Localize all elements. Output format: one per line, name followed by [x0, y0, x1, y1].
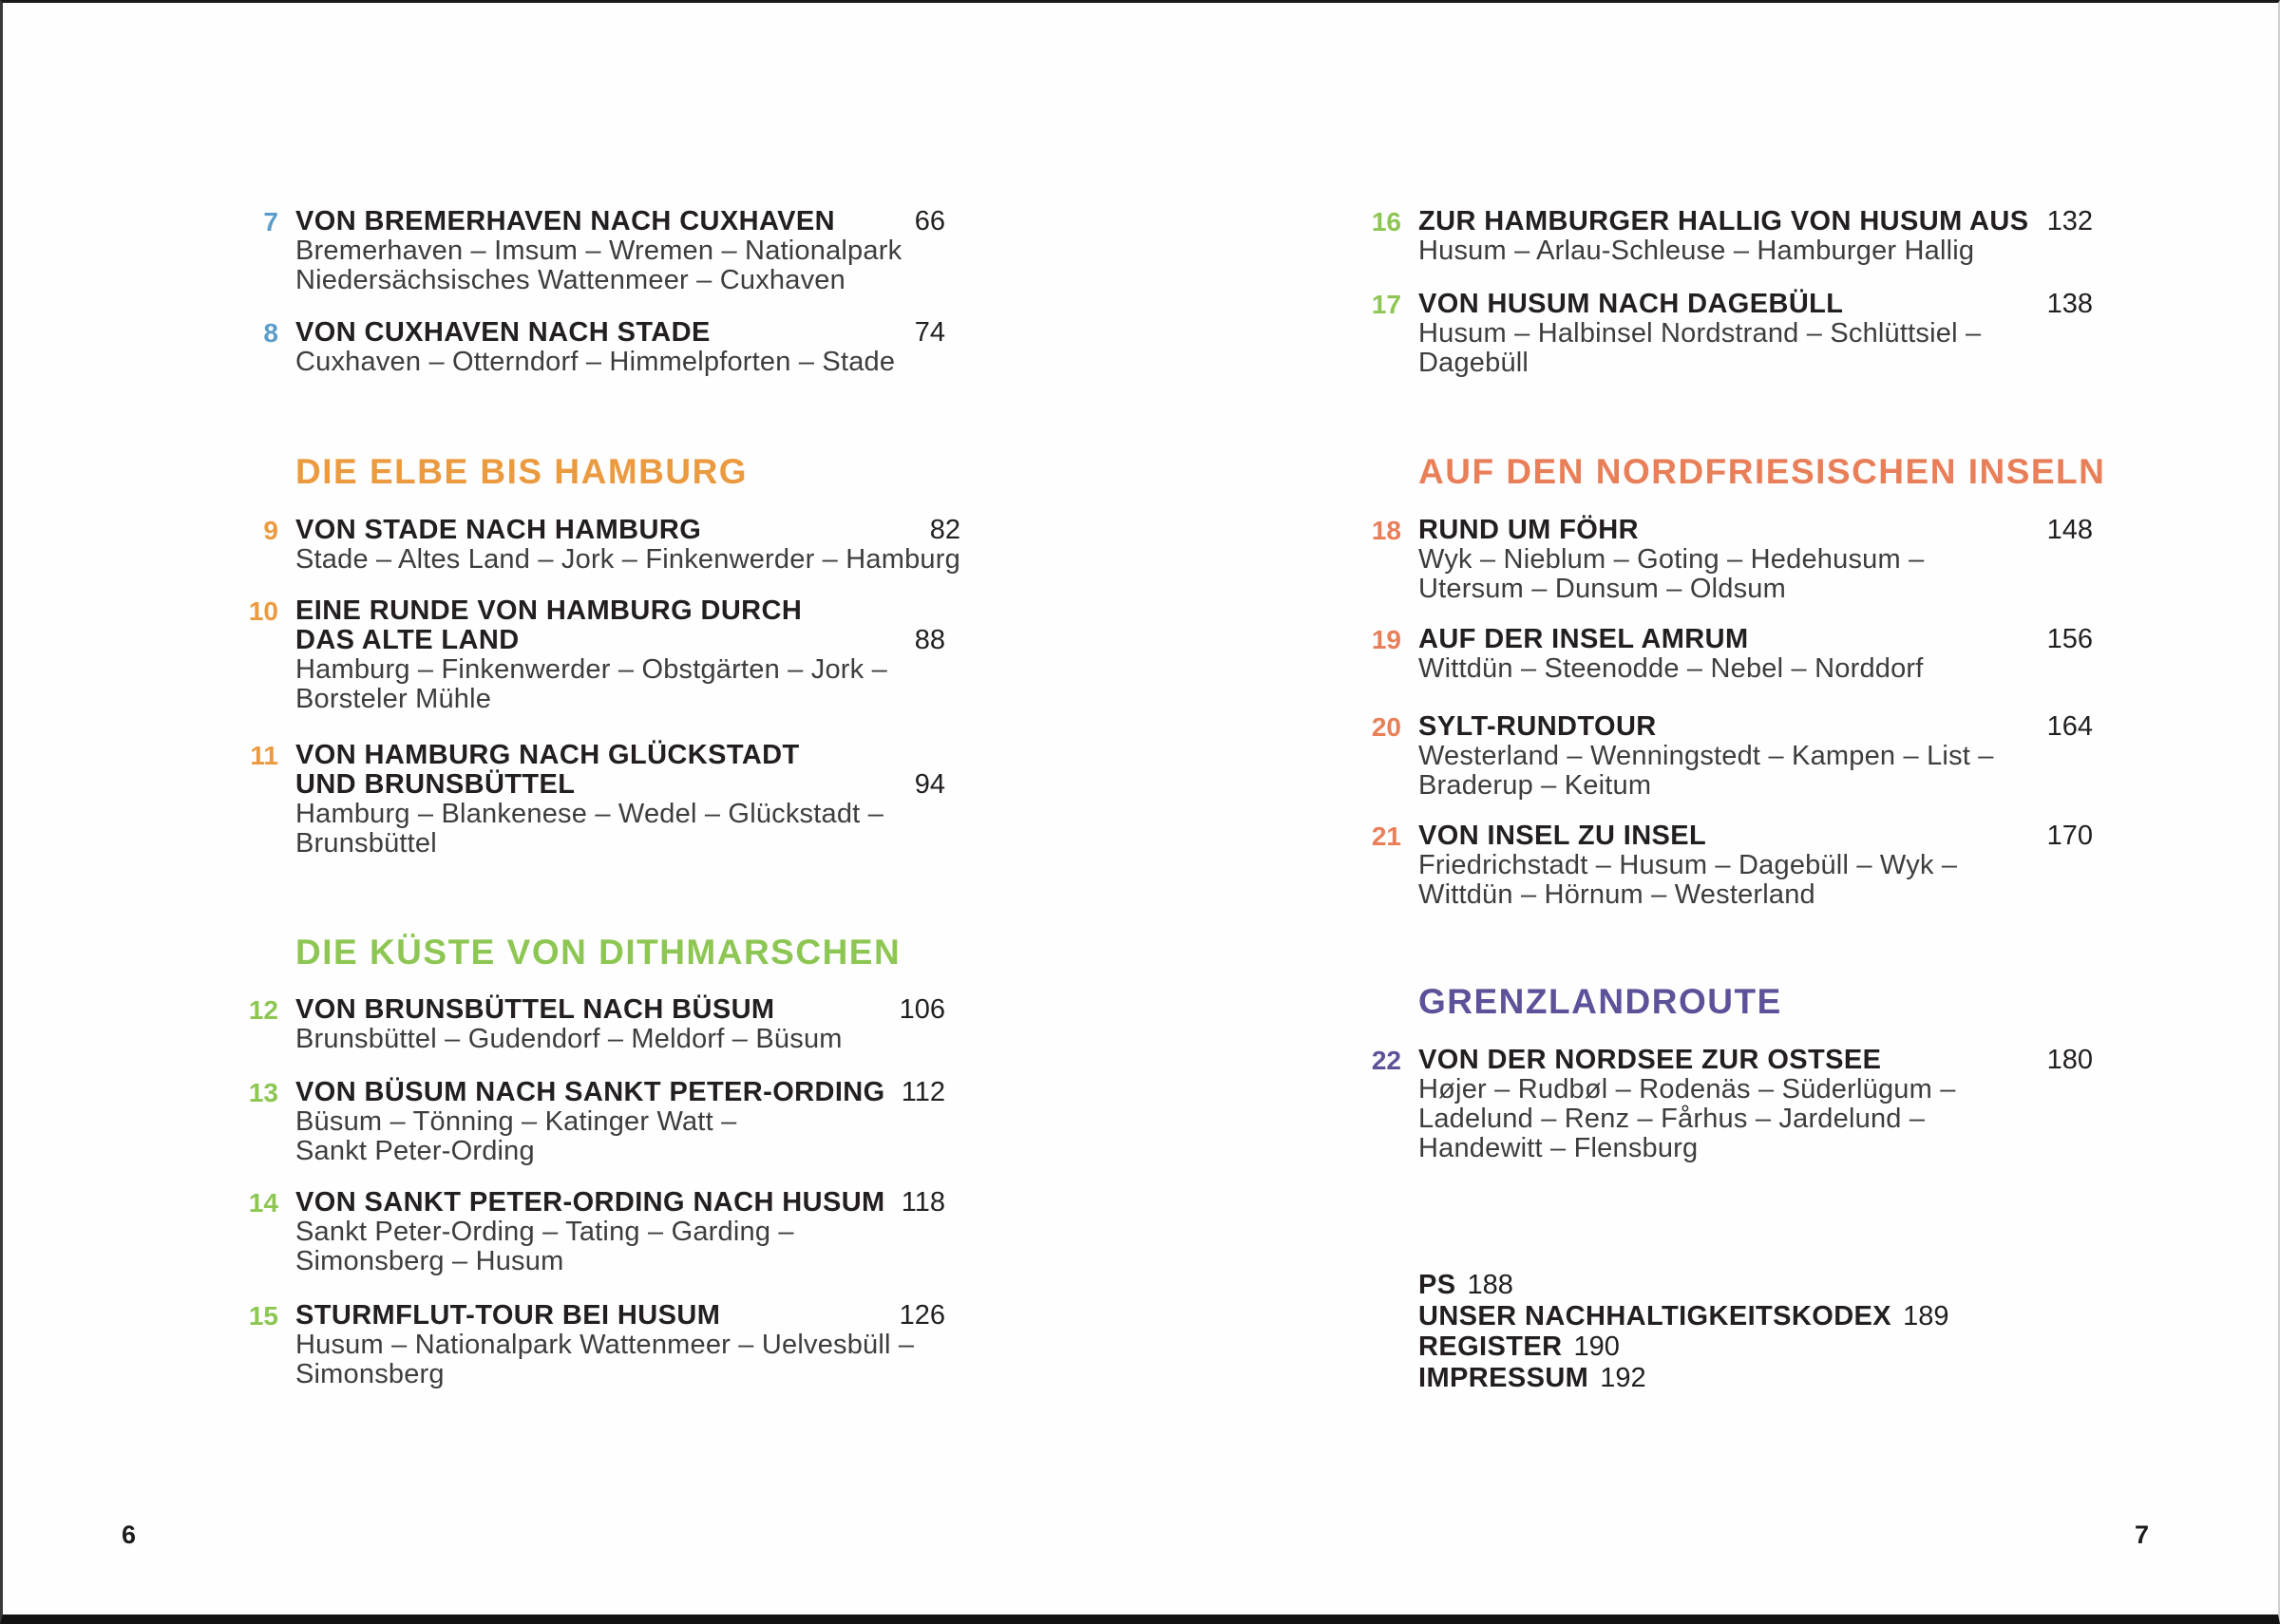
- back-matter-page: 188: [1467, 1270, 1513, 1300]
- back-matter-item: [1418, 1270, 1948, 1301]
- toc-entry: [1354, 290, 2093, 378]
- entry-title: VON DER NORDSEE ZUR OSTSEE: [1418, 1045, 1882, 1075]
- entry-title: VON SANKT PETER-ORDING NACH HUSUM: [295, 1187, 885, 1218]
- back-matter: [1418, 1270, 1948, 1393]
- entry-route-line: Büsum – Tönning – Katinger Watt –: [295, 1106, 737, 1137]
- entry-route-line: Brunsbüttel: [295, 828, 437, 859]
- entry-route-line: Husum – Arlau-Schleuse – Hamburger Hallig: [1418, 236, 1975, 266]
- toc-entry: [231, 1301, 945, 1389]
- entry-page-number: 66: [914, 206, 945, 236]
- entry-number: 9: [263, 516, 278, 545]
- back-matter-item: [1418, 1331, 1948, 1363]
- toc-entry: [231, 318, 945, 377]
- entry-page-number: 112: [901, 1077, 945, 1107]
- toc-entry: [231, 596, 945, 714]
- back-matter-page: 190: [1573, 1331, 1620, 1362]
- entry-route-line: Husum – Nationalpark Wattenmeer – Uelvesbüll –: [295, 1330, 915, 1360]
- entry-title: VON HAMBURG NACH GLÜCKSTADT: [295, 740, 800, 770]
- entry-title: VON BRUNSBÜTTEL NACH BÜSUM: [295, 994, 775, 1025]
- entry-number: 7: [263, 207, 278, 236]
- entry-route-line: Husum – Halbinsel Nordstrand – Schlüttsiel –: [1418, 318, 1982, 349]
- entry-route-line: Handewitt – Flensburg: [1418, 1133, 1699, 1163]
- entry-route-line: Sankt Peter-Ording: [295, 1136, 535, 1166]
- toc-entry: [231, 995, 945, 1054]
- entry-page-number: 126: [899, 1300, 945, 1331]
- entry-number: 17: [1371, 290, 1401, 319]
- entry-page-number: 118: [901, 1187, 945, 1218]
- toc-entry: [1354, 625, 2093, 684]
- toc-entry: [1354, 1046, 2093, 1163]
- entry-route-line: Bremerhaven – Imsum – Wremen – Nationalpark: [295, 236, 902, 266]
- entry-route-line: Stade – Altes Land – Jork – Finkenwerder – Hamburg: [295, 544, 960, 575]
- entry-number: 16: [1371, 207, 1401, 236]
- toc-entry: [231, 1078, 945, 1166]
- entry-route-line: Westerland – Wenningstedt – Kampen – List –: [1418, 741, 1994, 771]
- entry-route-line: Brunsbüttel – Gudendorf – Meldorf – Büsum: [295, 1024, 843, 1054]
- entry-route-line: Braderup – Keitum: [1418, 770, 1652, 801]
- entry-title: VON STADE NACH HAMBURG: [295, 515, 702, 545]
- entry-number: 19: [1371, 625, 1401, 654]
- entry-route-line: Wyk – Nieblum – Goting – Hedehusum –: [1418, 544, 1925, 575]
- toc-entry: [1354, 712, 2093, 801]
- entry-number: 21: [1371, 821, 1401, 851]
- entry-title: ZUR HAMBURGER HALLIG VON HUSUM AUS: [1418, 206, 2029, 236]
- entry-number: 12: [248, 995, 278, 1025]
- toc-entry: [231, 1188, 945, 1276]
- entry-route-line: Utersum – Dunsum – Oldsum: [1418, 574, 1786, 604]
- entry-page-number: 164: [2046, 711, 2093, 742]
- entry-route-line: Ladelund – Renz – Fårhus – Jardelund –: [1418, 1104, 1926, 1134]
- back-matter-item: [1418, 1363, 1948, 1394]
- section-heading: AUF DEN NORDFRIESISCHEN INSELN: [1418, 452, 2106, 491]
- toc-entry: [231, 515, 960, 575]
- entry-number: 18: [1371, 516, 1401, 545]
- entry-title: EINE RUNDE VON HAMBURG DURCH: [295, 595, 803, 626]
- entry-title: VON HUSUM NACH DAGEBÜLL: [1418, 289, 1844, 319]
- entry-title: VON CUXHAVEN NACH STADE: [295, 317, 711, 348]
- folio-page-number: 6: [122, 1520, 137, 1549]
- entry-route-line: Dagebüll: [1418, 348, 1530, 378]
- entry-number: 14: [248, 1188, 278, 1218]
- section-heading: DIE KÜSTE VON DITHMARSCHEN: [295, 933, 902, 972]
- toc-entry: [1354, 516, 2093, 604]
- toc-entry: [1354, 207, 2093, 266]
- entry-page-number: 170: [2046, 821, 2093, 851]
- entry-route-line: Simonsberg: [295, 1359, 445, 1389]
- toc-entry: [231, 207, 945, 295]
- back-matter-label: UNSER NACHHALTIGKEITSKODEX: [1418, 1300, 1892, 1331]
- entry-route-line: Wittdün – Steenodde – Nebel – Norddorf: [1418, 653, 1924, 684]
- entry-title: UND BRUNSBÜTTEL: [295, 769, 576, 800]
- section-heading: GRENZLANDROUTE: [1418, 982, 1782, 1021]
- entry-route-line: Borsteler Mühle: [295, 684, 492, 714]
- entry-number: 11: [250, 741, 278, 770]
- back-matter-label: REGISTER: [1418, 1331, 1563, 1362]
- entry-page-number: 132: [2046, 206, 2093, 236]
- entry-route-line: Højer – Rudbøl – Rodenäs – Süderlügum –: [1418, 1074, 1956, 1105]
- entry-page-number: 138: [2046, 289, 2093, 319]
- toc-entry: [1354, 821, 2093, 910]
- entry-number: 20: [1371, 712, 1401, 742]
- entry-route-line: Hamburg – Finkenwerder – Obstgärten – Jork –: [295, 654, 887, 685]
- entry-title: VON BÜSUM NACH SANKT PETER-ORDING: [295, 1077, 885, 1107]
- entry-title: RUND UM FÖHR: [1418, 515, 1639, 545]
- entry-page-number: 88: [914, 625, 945, 655]
- back-matter-item: [1418, 1301, 1948, 1332]
- entry-page-number: 106: [899, 994, 945, 1025]
- entry-page-number: 148: [2046, 515, 2093, 545]
- entry-number: 15: [248, 1301, 278, 1331]
- entry-title: STURMFLUT-TOUR BEI HUSUM: [295, 1300, 721, 1331]
- entry-page-number: 180: [2046, 1045, 2093, 1075]
- entry-number: 8: [263, 318, 278, 348]
- entry-route-line: Sankt Peter-Ording – Tating – Garding –: [295, 1217, 794, 1247]
- back-matter-label: PS: [1418, 1270, 1456, 1300]
- entry-title: VON BREMERHAVEN NACH CUXHAVEN: [295, 206, 836, 236]
- entry-title: SYLT-RUNDTOUR: [1418, 711, 1657, 742]
- folio-page-number: 7: [2135, 1520, 2150, 1549]
- entry-route-line: Hamburg – Blankenese – Wedel – Glückstadt –: [295, 799, 884, 829]
- entry-route-line: Simonsberg – Husum: [295, 1246, 564, 1276]
- entry-number: 10: [248, 596, 278, 626]
- entry-page-number: 156: [2046, 624, 2093, 654]
- entry-route-line: Niedersächsisches Wattenmeer – Cuxhaven: [295, 265, 846, 295]
- back-matter-label: IMPRESSUM: [1418, 1362, 1589, 1393]
- entry-title: DAS ALTE LAND: [295, 625, 520, 655]
- entry-number: 22: [1371, 1046, 1401, 1075]
- entry-route-line: Friedrichstadt – Husum – Dagebüll – Wyk –: [1418, 850, 1958, 880]
- back-matter-page: 189: [1903, 1300, 1949, 1331]
- entry-route-line: Cuxhaven – Otterndorf – Himmelpforten – Stade: [295, 347, 896, 377]
- entry-title: VON INSEL ZU INSEL: [1418, 821, 1707, 851]
- entry-page-number: 74: [914, 317, 945, 348]
- entry-page-number: 82: [929, 515, 960, 545]
- entry-number: 13: [248, 1078, 278, 1107]
- entry-title: AUF DER INSEL AMRUM: [1418, 624, 1749, 654]
- back-matter-page: 192: [1600, 1362, 1646, 1393]
- section-heading: DIE ELBE BIS HAMBURG: [295, 452, 749, 491]
- entry-route-line: Wittdün – Hörnum – Westerland: [1418, 879, 1815, 910]
- entry-page-number: 94: [914, 769, 945, 800]
- toc-entry: [231, 741, 945, 859]
